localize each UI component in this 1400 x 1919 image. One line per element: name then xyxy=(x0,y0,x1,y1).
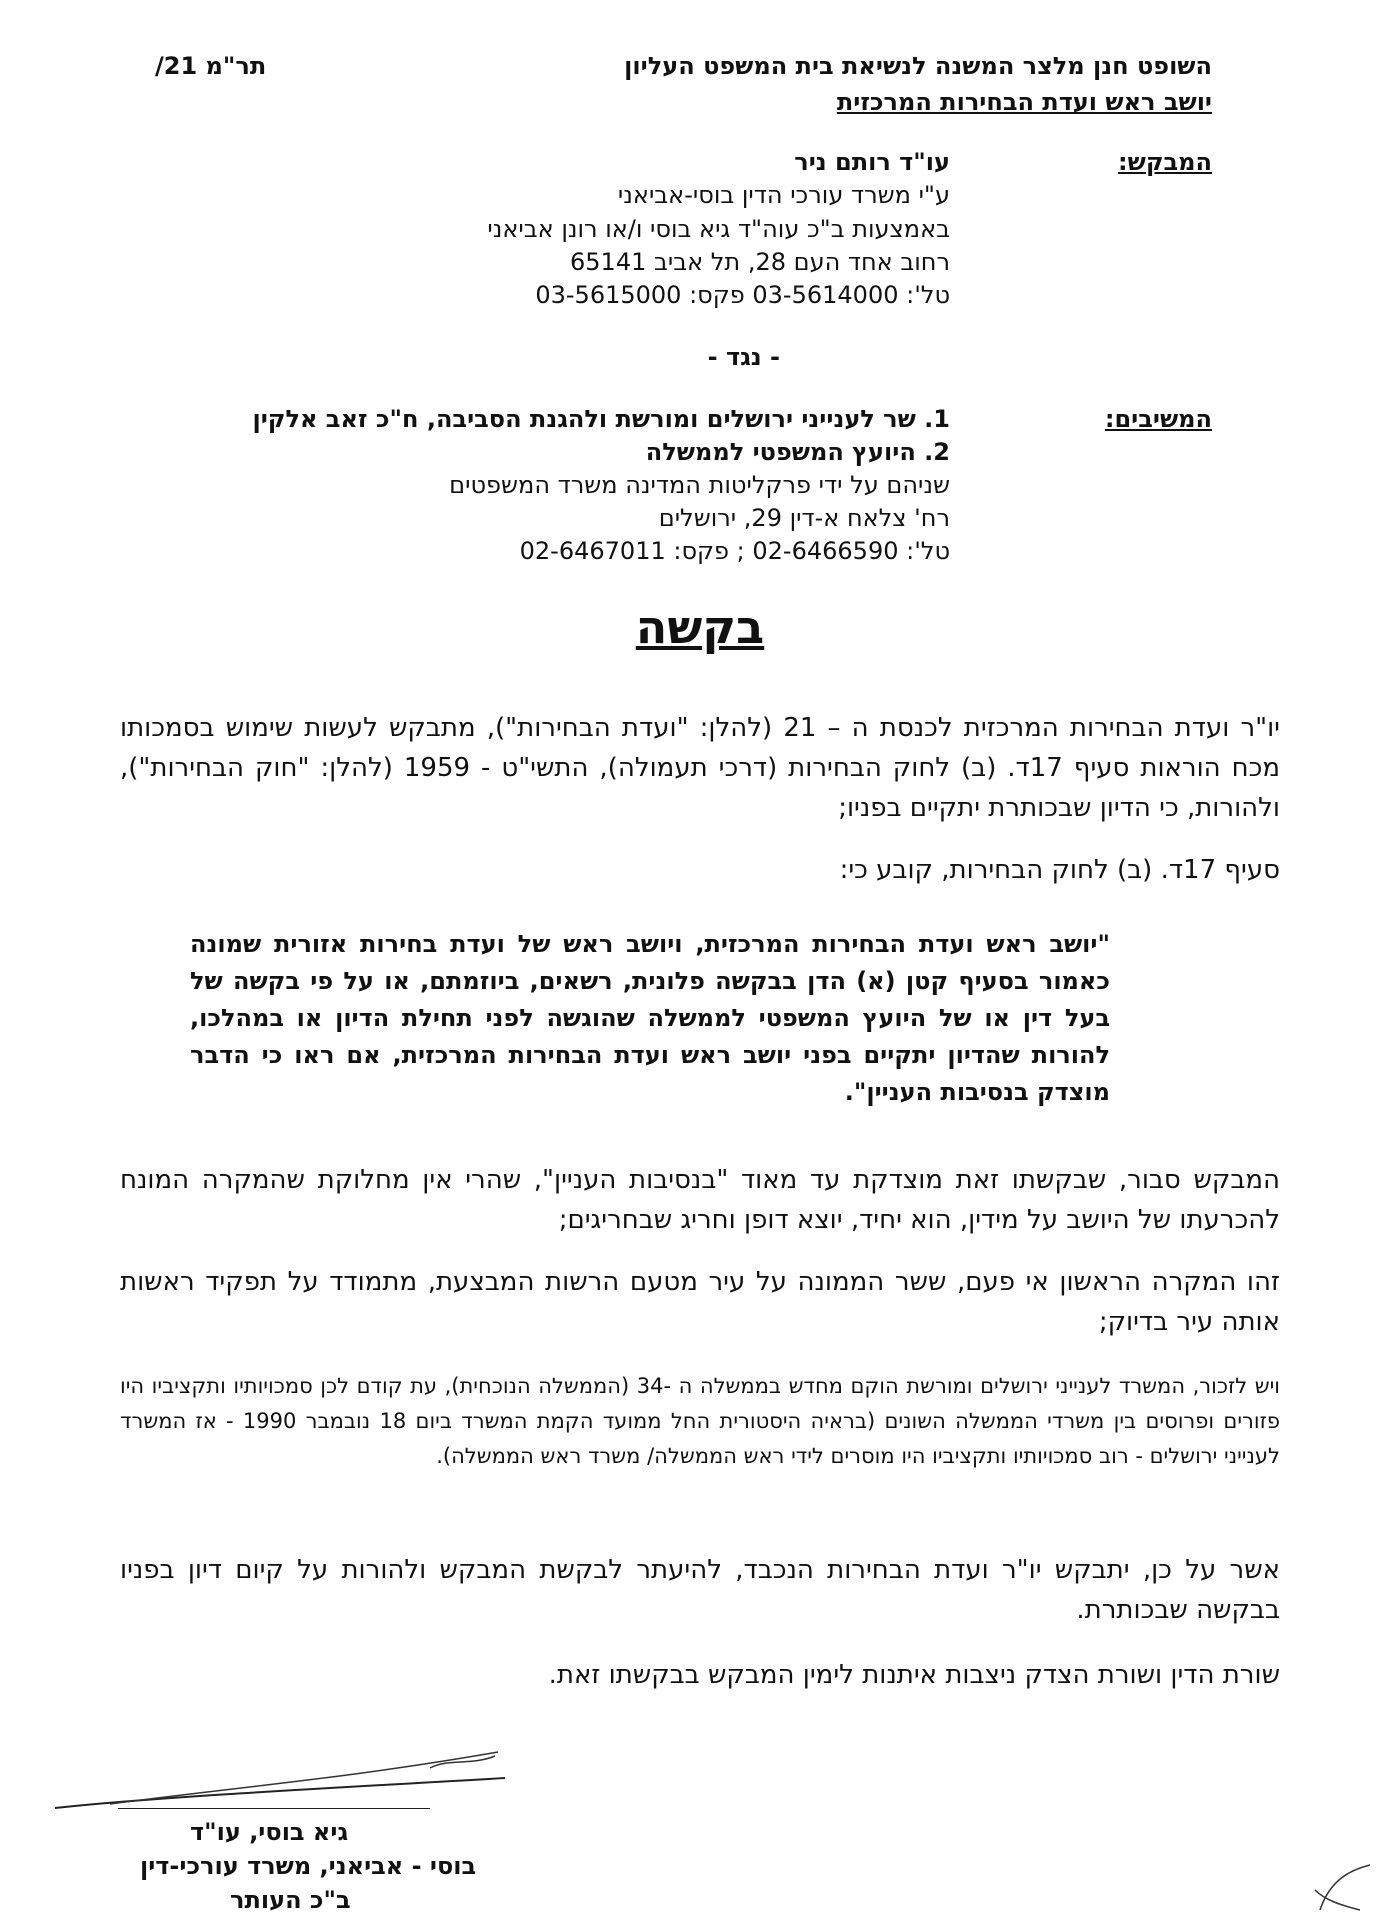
respondents-line: שניהם על ידי פרקליטות המדינה משרד המשפטים xyxy=(449,471,950,499)
body-paragraph: יו"ר ועדת הבחירות המרכזית לכנסת ה – 21 (להלן: "ועדת הבחירות"), מתבקש לעשות שימוש בסמכותו מכח הוראות סעיף 17ד. (ב) לחוק הבחירות (דרכי תעמולה), התשי"ט - 1959 (להלן: "חוק הבחירות"), ולהורות, כי הדיון שבכותרת יתקיים בפניו; xyxy=(120,713,1280,823)
body-paragraph: אשר על כן, יתבקש יו"ר ועדת הבחירות הנכבד, להיעתר לבקשת המבקש ולהורות על קיום דיון בפניו בבקשה שבכותרת. xyxy=(120,1555,1280,1625)
respondents-line: רח' צלאח א-דין 29, ירושלים xyxy=(658,504,950,532)
body-paragraph xyxy=(120,1368,1280,1473)
signer-role: ב"כ העותר xyxy=(230,1886,351,1914)
signer-name: גיא בוסי, עו"ד xyxy=(190,1818,349,1846)
petitioner-name: עו"ד רותם ניר xyxy=(794,148,950,176)
petitioner-line: רחוב אחד העם 28, תל אביב 65141 xyxy=(570,248,950,276)
petitioner-label: המבקש: xyxy=(1118,148,1212,176)
document-title: בקשה xyxy=(635,600,765,654)
body-paragraph: סעיף 17ד. (ב) לחוק הבחירות, קובע כי: xyxy=(839,855,1280,885)
header-line-1: השופט חנן מלצר המשנה לנשיאת בית המשפט העליון xyxy=(624,52,1212,80)
petitioner-line: באמצעות ב"כ עוה"ד גיא בוסי ו/או רונן אביאני xyxy=(487,215,950,243)
stamp-fragment xyxy=(1310,1860,1390,1915)
versus-label: - נגד - xyxy=(707,343,780,371)
signature-line xyxy=(118,1808,430,1809)
body-paragraph: המבקש סבור, שבקשתו זאת מוצדקת עד מאוד "בנסיבות העניין", שהרי אין מחלוקת שהמקרה המונח להכרעתו של היושב על מידין, הוא יחיד, יוצא דופן וחריג שבחריגים; xyxy=(120,1165,1280,1235)
body-paragraph: זהו המקרה הראשון אי פעם, ששר הממונה על עיר מטעם הרשות המבצעת, מתמודד על תפקיד ראשות אותה עיר בדיוק; xyxy=(120,1267,1280,1337)
petitioner-line: ע"י משרד עורכי הדין בוסי-אביאני xyxy=(617,181,950,209)
respondents-phone: טל': 02-6466590 ; פקס: 02-6467011 xyxy=(519,537,950,565)
respondent-item: 2. היועץ המשפטי לממשלה xyxy=(645,438,950,466)
handwritten-signature xyxy=(50,1738,510,1828)
body-paragraph: שורת הדין ושורת הצדק ניצבות איתנות לימין המבקש בבקשתו זאת. xyxy=(548,1660,1280,1690)
respondents-label: המשיבים: xyxy=(1104,405,1212,433)
petitioner-phone: טל': 03-5614000 פקס: 03-5615000 xyxy=(535,281,950,309)
signer-firm: בוסי - אביאני, משרד עורכי-דין xyxy=(140,1852,477,1880)
body-paragraph-text: ויש לזכור, המשרד לענייני ירושלים ומורשת הוקם מחדש בממשלה ה -34 (הממשלה הנוכחית), עת קודם לכן סמכויותיו ותקציביו היו פזורים ופרוסים בין משרדי הממשלה השונים (בראיה היסטורית החל ממועד הקמת המשרד ביום 18 נובמבר 1990 - אז המשרד לענייני ירושלים - רוב סמכויותיו ותקציביו היו מוסרים לידי ראש הממשלה/ משרד ראש הממשלה). xyxy=(120,1374,1280,1468)
file-number: תר"מ 21/ xyxy=(155,52,267,80)
header-line-2: יושב ראש ועדת הבחירות המרכזית xyxy=(836,88,1212,116)
respondent-item: 1. שר לענייני ירושלים ומורשת ולהגנת הסביבה, ח"כ זאב אלקין xyxy=(252,405,950,433)
law-quote: "יושב ראש ועדת הבחירות המרכזית, ויושב ראש של ועדת בחירות אזורית שמונה כאמור בסעיף קטן (א) הדן בבקשה פלונית, רשאים, ביוזמתם, או על פי בקשה של בעל דין או של היועץ המשפטי לממשלה שהוגשה לפני תחילת הדיון או במהלכו, להורות שהדיון יתקיים בפני יושב ראש ועדת הבחירות המרכזית, אם ראו כי הדבר מוצדק בנסיבות העניין". xyxy=(190,930,1110,1106)
